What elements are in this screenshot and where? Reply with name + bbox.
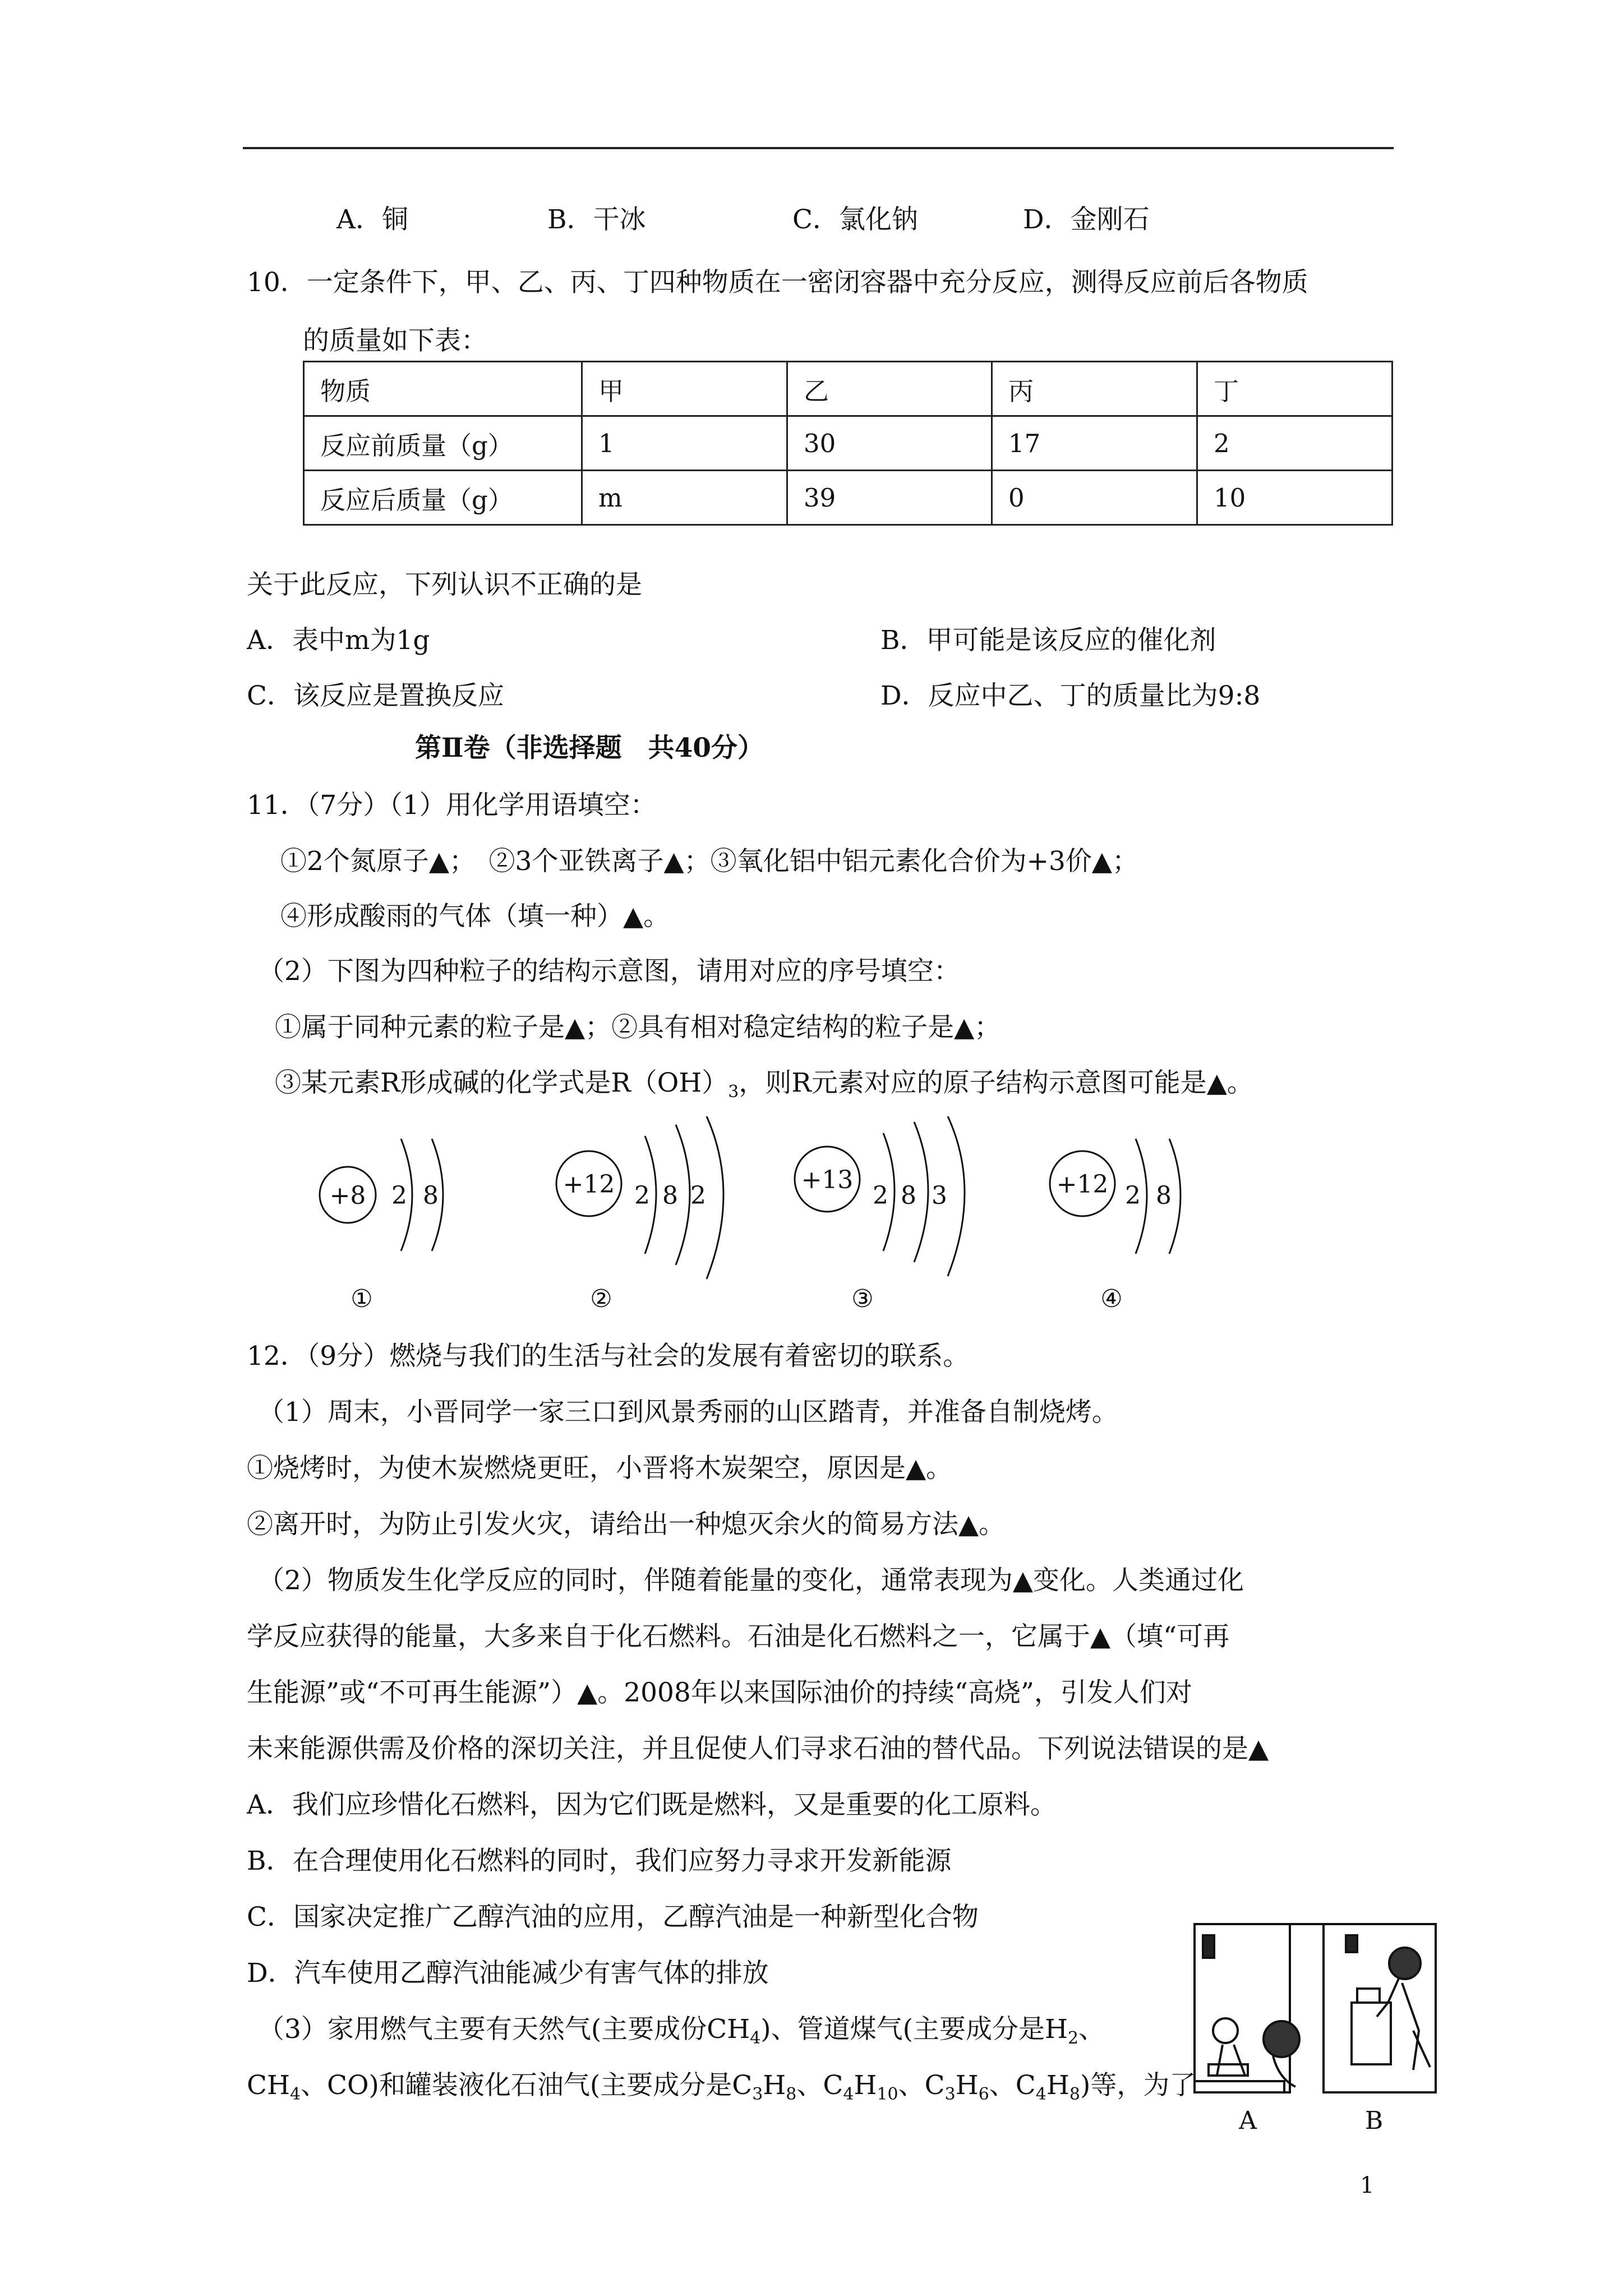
subscript: 4 xyxy=(1035,2085,1046,2104)
atom-structure-diagrams xyxy=(303,1116,1290,1329)
q12-line7: 生能源”或“不可再生能源”）▲。2008年以来国际油价的持续“高烧”，引发人们对 xyxy=(247,1677,1192,1708)
diagram-3-label: ③ xyxy=(851,1285,874,1313)
q11-line6-part: ，则R元素对应的原子结构示意图可能是▲。 xyxy=(739,1068,1253,1098)
text-part: H xyxy=(854,2070,877,2101)
q9-option-a: A．铜 xyxy=(336,204,408,235)
table-cell: m xyxy=(582,471,787,525)
table-cell: 丙 xyxy=(992,362,1197,416)
text-part: （3）家用燃气主要有天然气(主要成份CH xyxy=(258,2014,750,2045)
table-cell: 39 xyxy=(787,471,992,525)
diagram-1-label: ① xyxy=(351,1285,373,1313)
diagram-1-shell: 2 xyxy=(391,1181,407,1210)
text-part: )、管道煤气(主要成分是H xyxy=(760,2014,1068,2045)
q11-line2: ①2个氮原子▲； ②3个亚铁离子▲；③氧化铝中铝元素化合价为+3价▲； xyxy=(280,846,1139,877)
diagram-3-nucleus: +13 xyxy=(801,1166,854,1194)
text-part: )等，为了 xyxy=(1080,2070,1196,2101)
q9-option-b: B．干冰 xyxy=(547,204,646,235)
table-cell: 10 xyxy=(1197,471,1393,525)
subscript: 8 xyxy=(786,2085,797,2104)
table-cell: 2 xyxy=(1197,416,1393,471)
table-cell: 1 xyxy=(582,416,787,471)
subscript: 3 xyxy=(752,2085,763,2104)
q12-option-c: C．国家决定推广乙醇汽油的应用，乙醇汽油是一种新型化合物 xyxy=(247,1902,979,1932)
text-part: 、C xyxy=(796,2070,843,2101)
table-cell: 反应前质量（g） xyxy=(304,416,582,471)
text-part: 、CO)和罐装液化石油气(主要成分是C xyxy=(301,2070,753,2101)
table-header-row xyxy=(304,362,1393,416)
q12-line1: 12．（9分）燃烧与我们的生活与社会的发展有着密切的联系。 xyxy=(247,1341,970,1372)
diagram-4-nucleus: +12 xyxy=(1056,1170,1109,1199)
diagram-4-shell: 8 xyxy=(1156,1181,1172,1210)
text-part: 、C xyxy=(898,2070,945,2101)
header-rule xyxy=(243,147,1394,149)
figure-label-b: B xyxy=(1364,2106,1384,2135)
q11-line1: 11．（7分）（1）用化学用语填空： xyxy=(247,790,657,821)
subscript: 8 xyxy=(1069,2085,1080,2104)
q12-line8: 未来能源供需及价格的深切关注，并且促使人们寻求石油的替代品。下列说法错误的是▲ xyxy=(247,1733,1269,1764)
subscript: 3 xyxy=(728,1082,739,1102)
table-cell: 0 xyxy=(992,471,1197,525)
diagram-2-label: ② xyxy=(590,1285,612,1313)
q10-question: 关于此反应，下列认识不正确的是 xyxy=(247,569,642,600)
text-part: 、C xyxy=(989,2070,1036,2101)
table-row xyxy=(304,416,1393,471)
q9-option-c: C．氯化钠 xyxy=(792,204,918,235)
q12-line5: （2）物质发生化学反应的同时，伴随着能量的变化，通常表现为▲变化。人类通过化 xyxy=(258,1565,1244,1596)
section-title: 第Ⅱ卷（非选择题 共40分） xyxy=(415,733,764,763)
q11-line6-part: ③某元素R形成碱的化学式是R（OH） xyxy=(275,1068,728,1098)
table-cell: 丁 xyxy=(1197,362,1393,416)
q10-option-c: C．该反应是置换反应 xyxy=(247,680,504,711)
diagram-3-shell: 3 xyxy=(932,1181,947,1210)
table-cell: 甲 xyxy=(582,362,787,416)
table-cell: 乙 xyxy=(787,362,992,416)
q10-stem-line1: 10．一定条件下，甲、乙、丙、丁四种物质在一密闭容器中充分反应，测得反应前后各物质 xyxy=(247,267,1308,298)
page-number: 1 xyxy=(1360,2173,1375,2198)
text-part: CH xyxy=(247,2070,290,2101)
q11-line6 xyxy=(275,1068,1253,1108)
q12-line3: ①烧烤时，为使木炭燃烧更旺，小晋将木炭架空，原因是▲。 xyxy=(247,1453,953,1484)
text-part: H xyxy=(1046,2070,1069,2101)
subscript: 10 xyxy=(877,2085,898,2104)
text-part: H xyxy=(955,2070,979,2101)
table-row xyxy=(304,471,1393,525)
text-part: 、 xyxy=(1078,2014,1105,2045)
gas-alarm-illustration xyxy=(1183,1918,1447,2137)
table-cell: 物质 xyxy=(304,362,582,416)
diagram-1-nucleus: +8 xyxy=(329,1181,366,1210)
q10-option-b: B．甲可能是该反应的催化剂 xyxy=(880,625,1216,656)
diagram-2-shell: 8 xyxy=(662,1181,678,1210)
q10-option-a: A．表中m为1g xyxy=(247,625,430,656)
q10-mass-table xyxy=(303,361,1393,526)
q12-option-d: D．汽车使用乙醇汽油能减少有害气体的排放 xyxy=(247,1958,769,1989)
q12-option-b: B．在合理使用化石燃料的同时，我们应努力寻求开发新能源 xyxy=(247,1846,952,1876)
q11-line5: ①属于同种元素的粒子是▲；②具有相对稳定结构的粒子是▲； xyxy=(275,1012,1001,1043)
q10-stem-line2: 的质量如下表： xyxy=(303,325,487,356)
q12-line10 xyxy=(247,2070,1196,2110)
subscript: 4 xyxy=(750,2028,761,2048)
table-cell: 17 xyxy=(992,416,1197,471)
q12-option-a: A．我们应珍惜化石燃料，因为它们既是燃料，又是重要的化工原料。 xyxy=(247,1789,1057,1820)
figure-label-a: A xyxy=(1239,2106,1257,2135)
table-cell: 30 xyxy=(787,416,992,471)
q12-line2: （1）周末，小晋同学一家三口到风景秀丽的山区踏青，并准备自制烧烤。 xyxy=(258,1397,1118,1428)
diagram-4-shell: 2 xyxy=(1125,1181,1141,1210)
q12-line6: 学反应获得的能量，大多来自于化石燃料。石油是化石燃料之一，它属于▲（填“可再 xyxy=(247,1621,1230,1652)
subscript: 3 xyxy=(944,2085,956,2104)
diagram-4-label: ④ xyxy=(1100,1285,1123,1313)
subscript: 4 xyxy=(843,2085,854,2104)
diagram-1-shell: 8 xyxy=(423,1181,439,1210)
diagram-2-shell: 2 xyxy=(690,1181,706,1210)
subscript: 4 xyxy=(289,2085,301,2104)
q11-line3: ④形成酸雨的气体（填一种）▲。 xyxy=(280,901,670,932)
text-part: H xyxy=(763,2070,786,2101)
subscript: 2 xyxy=(1067,2028,1079,2048)
subscript: 6 xyxy=(978,2085,989,2104)
q10-option-d: D．反应中乙、丁的质量比为9:8 xyxy=(880,680,1261,711)
q12-line4: ②离开时，为防止引发火灾，请给出一种熄灭余火的简易方法▲。 xyxy=(247,1509,1006,1540)
q12-line9 xyxy=(258,2014,1105,2054)
q11-line4: （2）下图为四种粒子的结构示意图，请用对应的序号填空： xyxy=(258,956,960,987)
diagram-2-shell: 2 xyxy=(634,1181,650,1210)
table-cell: 反应后质量（g） xyxy=(304,471,582,525)
q9-option-d: D．金刚石 xyxy=(1023,204,1150,235)
diagram-3-shell: 2 xyxy=(873,1181,888,1210)
diagram-3-shell: 8 xyxy=(901,1181,916,1210)
diagram-2-nucleus: +12 xyxy=(562,1170,615,1199)
